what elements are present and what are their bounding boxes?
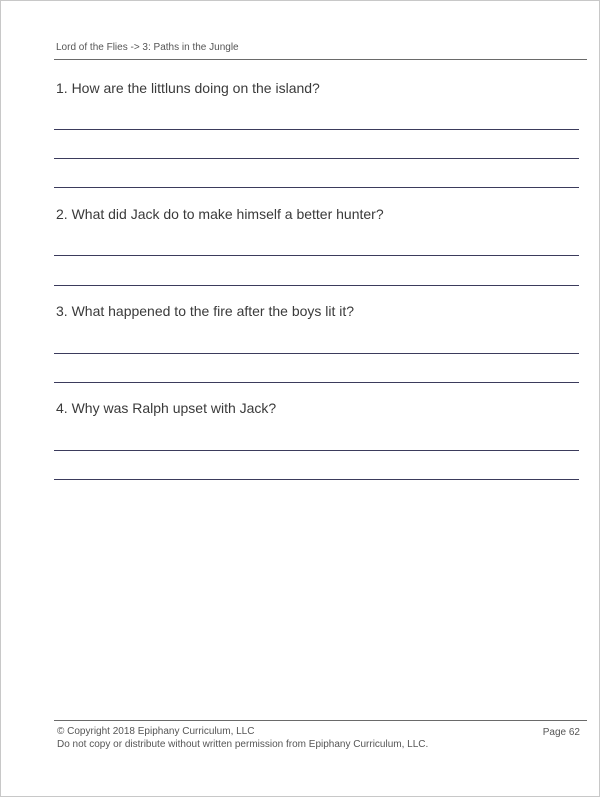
answer-line-2b[interactable]: [54, 285, 579, 286]
footer-notice: Do not copy or distribute without written permission from Epiphany Curriculum, LLC.: [57, 739, 429, 750]
page-number: Page 62: [542, 727, 580, 738]
question-3: 3. What happened to the fire after the boys lit it?: [56, 303, 355, 319]
answer-line-3a[interactable]: [54, 353, 579, 354]
answer-line-3b[interactable]: [54, 382, 579, 383]
header-title: Lord of the Flies -> 3: Paths in the Jungle: [56, 42, 239, 53]
answer-line-4a[interactable]: [54, 450, 579, 451]
answer-line-1c[interactable]: [54, 187, 579, 188]
question-4: 4. Why was Ralph upset with Jack?: [56, 400, 277, 416]
answer-line-1b[interactable]: [54, 158, 579, 159]
question-2: 2. What did Jack do to make himself a better hunter?: [56, 206, 384, 222]
header-divider: [54, 59, 587, 60]
answer-line-4b[interactable]: [54, 479, 579, 480]
answer-line-2a[interactable]: [54, 255, 579, 256]
question-1: 1. How are the littluns doing on the island?: [56, 80, 320, 96]
footer-copyright: © Copyright 2018 Epiphany Curriculum, LLC: [57, 726, 255, 737]
answer-line-1a[interactable]: [54, 129, 579, 130]
footer-divider: [54, 720, 587, 721]
